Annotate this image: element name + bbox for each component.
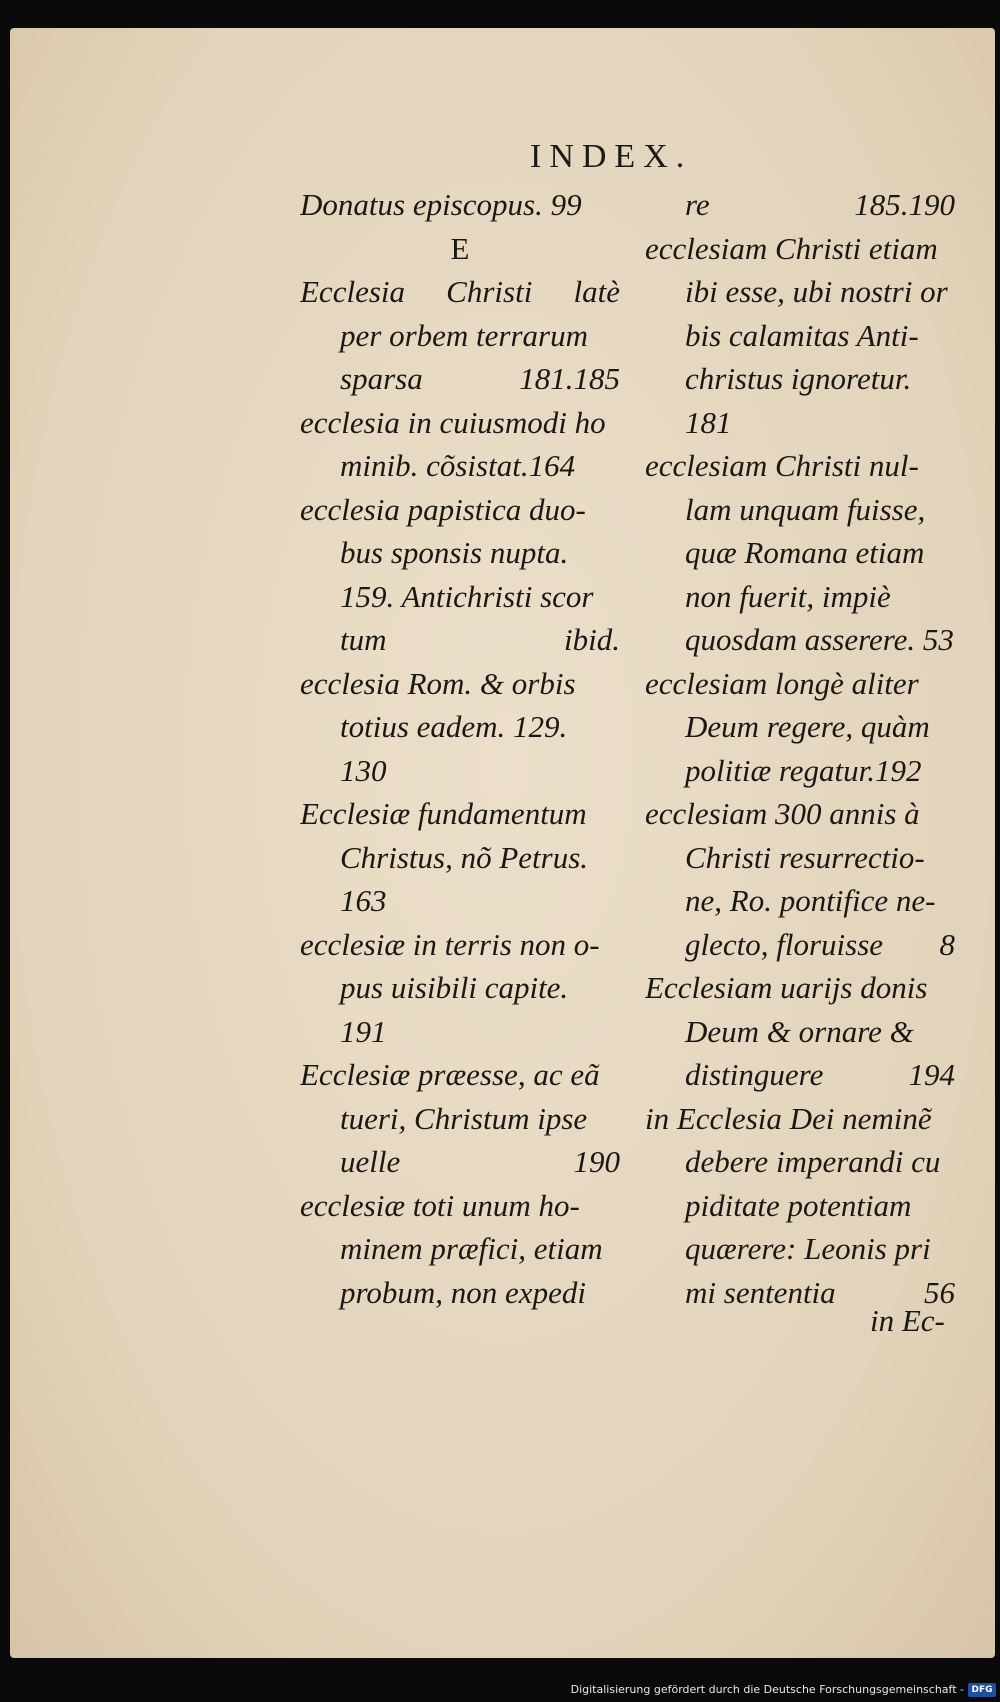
footer-bar xyxy=(0,1660,1000,1702)
index-line xyxy=(300,618,620,662)
index-line xyxy=(300,357,620,401)
index-line: tueri, Christum ipse xyxy=(340,1100,588,1136)
index-line: ecclesiam Christi etiam xyxy=(645,230,938,266)
index-line: E xyxy=(450,230,470,266)
index-line: 191 xyxy=(340,1013,387,1049)
index-line-part: 56 xyxy=(924,1274,955,1310)
index-line: minib. cõsistat.164 xyxy=(340,448,576,483)
index-line: Deum regere, quàm xyxy=(685,709,930,744)
index-line xyxy=(300,270,620,314)
index-line: ecclesia in cuiusmodi ho xyxy=(300,404,606,440)
index-line: ibi esse, ubi nostri or xyxy=(685,274,948,309)
index-line-part: sparsa xyxy=(340,361,423,396)
index-line: Ecclesiæ præesse, ac eã xyxy=(300,1057,600,1092)
index-line-part: distinguere xyxy=(685,1057,824,1092)
index-line-part: 190 xyxy=(573,1144,620,1179)
index-line-part: glecto, floruisse xyxy=(685,926,884,962)
index-line: ecclesiæ in terris non o- xyxy=(300,926,600,962)
index-line: bis calamitas Anti- xyxy=(685,317,919,353)
index-line-part: mi sententia xyxy=(685,1274,836,1310)
index-line-part: 181.185 xyxy=(519,361,620,396)
index-line: 130 xyxy=(340,752,387,788)
index-line: debere imperandi cu xyxy=(685,1144,941,1179)
index-line: in Ecclesia Dei neminẽ xyxy=(645,1100,932,1136)
index-line: bus sponsis nupta. xyxy=(340,535,569,570)
index-line: ecclesiam longè aliter xyxy=(645,665,919,701)
index-line: ecclesiæ toti unum ho- xyxy=(300,1187,580,1223)
dfg-logo: DFG xyxy=(968,1683,996,1697)
index-line: minem præfici, etiam xyxy=(340,1231,603,1266)
index-line: per orbem terrarum xyxy=(340,317,588,353)
index-line xyxy=(300,1140,620,1184)
index-line xyxy=(645,183,955,227)
index-line: lam unquam fuisse, xyxy=(685,491,926,527)
index-line: Ecclesiam uarijs donis xyxy=(645,970,928,1005)
index-column-left xyxy=(300,183,620,1314)
index-line: totius eadem. 129. xyxy=(340,709,568,744)
index-line-part: Christi xyxy=(446,274,533,309)
index-line: ecclesiam 300 annis à xyxy=(645,796,920,831)
index-line: ecclesiam Christi nul- xyxy=(645,448,919,483)
index-line-part: 8 xyxy=(939,926,955,962)
index-line xyxy=(645,923,955,967)
index-line: 181 xyxy=(685,404,732,440)
index-line: ecclesia Rom. & orbis xyxy=(300,665,576,701)
funding-credit: Digitalisierung gefördert durch die Deutsche Forschungsgemeinschaft - xyxy=(570,1683,964,1696)
index-line-part: latè xyxy=(573,274,620,309)
index-line-part: 194 xyxy=(908,1057,955,1092)
index-line: 159. Antichristi scor xyxy=(340,578,594,614)
index-line: Ecclesiæ fundamentum xyxy=(300,796,587,831)
index-line: quosdam asserere. 53 xyxy=(685,622,954,657)
index-line: quærere: Leonis pri xyxy=(685,1231,931,1266)
index-line: quæ Romana etiam xyxy=(685,535,925,570)
index-line: ecclesia papistica duo- xyxy=(300,491,586,527)
index-line: Christus, nõ Petrus. xyxy=(340,839,589,875)
index-line: non fuerit, impiè xyxy=(685,578,891,614)
index-line: piditate potentiam xyxy=(685,1187,912,1223)
index-column-right xyxy=(645,183,955,1314)
index-line: ne, Ro. pontifice ne- xyxy=(685,883,936,918)
index-line-part: uelle xyxy=(340,1144,401,1179)
index-line: Deum & ornare & xyxy=(685,1013,914,1049)
index-line-part: tum xyxy=(340,622,387,657)
index-line xyxy=(645,1053,955,1097)
index-line: Donatus episcopus. 99 xyxy=(300,187,582,222)
index-line: pus uisibili capite. xyxy=(340,970,569,1005)
catchword: in Ec- xyxy=(870,1303,945,1338)
index-line: 163 xyxy=(340,883,387,918)
index-line-part: 185.190 xyxy=(854,187,955,222)
index-line-part: re xyxy=(685,187,710,222)
index-line-part: Ecclesia xyxy=(300,274,406,309)
index-line-part: ibid. xyxy=(564,622,620,657)
index-line: christus ignoretur. xyxy=(685,361,912,396)
index-line: probum, non expedi xyxy=(340,1274,586,1310)
page-header: INDEX. xyxy=(530,138,693,175)
index-line: Christi resurrectio- xyxy=(685,839,925,875)
index-line: politiæ regatur.192 xyxy=(685,752,922,788)
